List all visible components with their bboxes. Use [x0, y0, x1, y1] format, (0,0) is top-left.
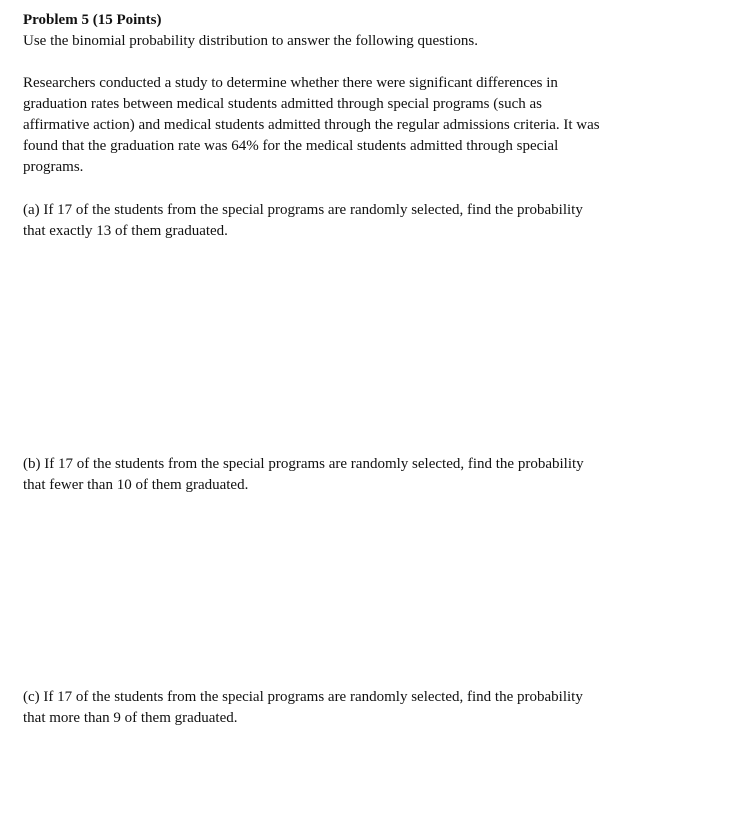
- question-b: [23, 454, 663, 496]
- context-line: programs.: [23, 159, 84, 175]
- question-b-line: (b) If 17 of the students from the special programs are randomly selected, find the probability: [23, 456, 584, 472]
- context-paragraph: [23, 73, 663, 178]
- context-line: affirmative action) and medical students admitted through the regular admissions criteria. It was: [23, 117, 600, 133]
- question-a-line: (a) If 17 of the students from the special programs are randomly selected, find the probability: [23, 202, 583, 218]
- context-line: graduation rates between medical students admitted through special programs (such as: [23, 96, 543, 112]
- question-a-line: that exactly 13 of them graduated.: [23, 223, 228, 239]
- question-c-line: (c) If 17 of the students from the special programs are randomly selected, find the probability: [23, 689, 583, 705]
- problem-title: Problem 5 (15 Points): [23, 12, 162, 28]
- question-c-line: that more than 9 of them graduated.: [23, 710, 238, 726]
- question-c: [23, 687, 663, 729]
- context-line: found that the graduation rate was 64% for the medical students admitted through special: [23, 138, 559, 154]
- problem-header: [23, 10, 663, 52]
- context-line: Researchers conducted a study to determine whether there were significant differences in: [23, 75, 558, 91]
- problem-instruction: Use the binomial probability distribution to answer the following questions.: [23, 33, 478, 49]
- question-b-line: that fewer than 10 of them graduated.: [23, 477, 249, 493]
- question-a: [23, 200, 663, 242]
